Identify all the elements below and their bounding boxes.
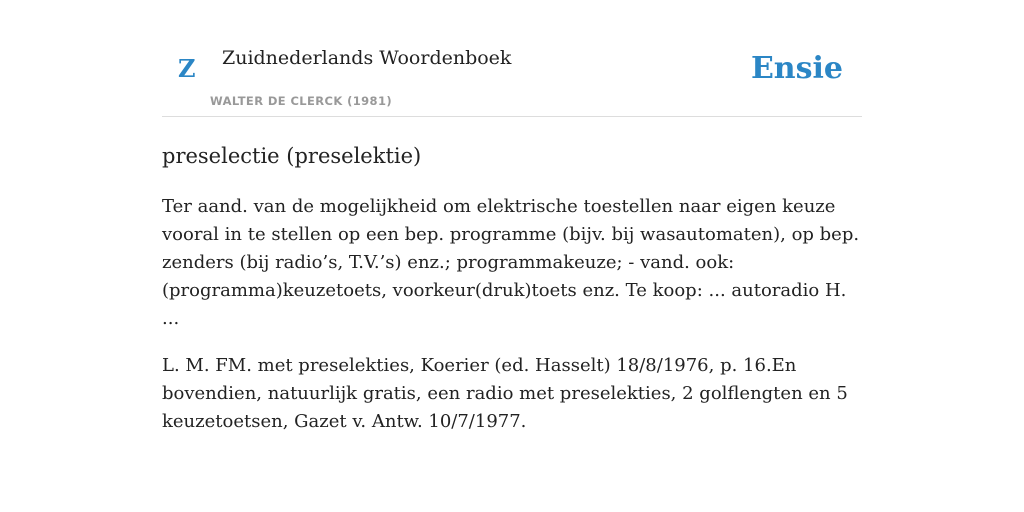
ensie-logo-link[interactable]: Ensie	[750, 51, 843, 86]
dictionary-logo-icon[interactable]: Z	[178, 54, 196, 83]
dictionary-title[interactable]: Zuidnederlands Woordenboek	[222, 47, 512, 69]
dictionary-author: WALTER DE CLERCK (1981)	[210, 94, 393, 108]
entry-definition: Ter aand. van de mogelijkheid om elektrische toestellen naar eigen keuze vooral in te stellen op een bep. programme (bijv. bij wasautomaten), op bep. zenders (bij radio’s, T.V.’s) enz.; programmakeuze; - vand. ook: (programma)keuzetoets, voorkeur(druk)toets enz. Te koop: ... autoradio H. ...	[162, 196, 860, 329]
entry-citation: L. M. FM. met preselekties, Koerier (ed. Hasselt) 18/8/1976, p. 16.En bovendien, natuurlijk gratis, een radio met preselekties, 2 golflengten en 5 keuzetoetsen, Gazet v. Antw. 10/7/1977.	[162, 355, 848, 432]
header	[162, 0, 862, 117]
entry-headword: preselectie (preselektie)	[162, 144, 422, 168]
page	[162, 0, 862, 436]
